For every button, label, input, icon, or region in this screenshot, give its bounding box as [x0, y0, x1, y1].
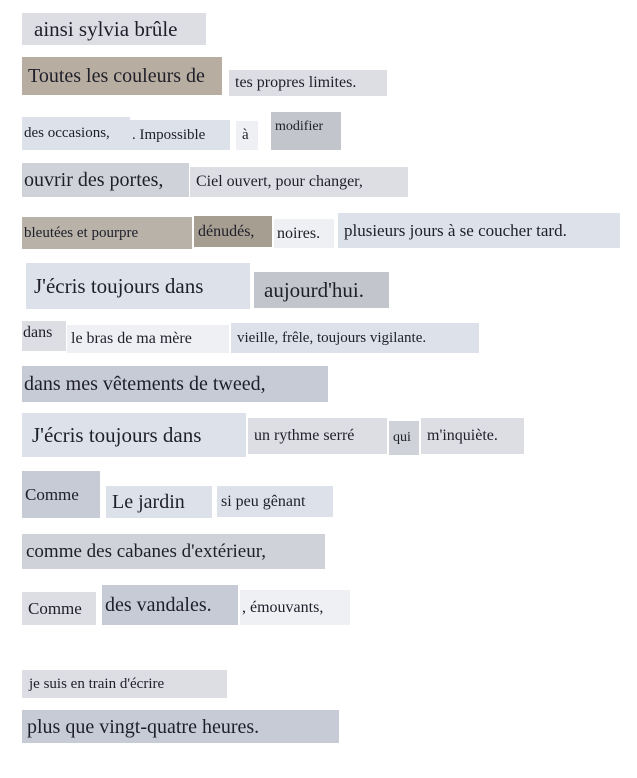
clipping-jecris-toujours-dans-2	[22, 413, 246, 457]
clipping-text: dans mes vêtements de tweed,	[24, 373, 266, 395]
clipping-text: vieille, frêle, toujours vigilante.	[237, 329, 427, 346]
clipping-text: le bras de ma mère	[71, 330, 192, 347]
clipping-jecris-toujours-dans-1	[26, 263, 250, 309]
clipping-des-vandales	[102, 585, 238, 625]
clipping-text: plusieurs jours à se coucher tard.	[344, 221, 567, 240]
clipping-text: Ciel ouvert, pour changer,	[196, 173, 363, 190]
clipping-emouvants	[240, 590, 350, 625]
clipping-text: dans	[23, 324, 53, 341]
clipping-toutes-les-couleurs	[22, 57, 222, 95]
clipping-le-jardin	[106, 486, 212, 518]
clipping-text: m'inquiète.	[427, 427, 498, 444]
clipping-text: plus que vingt-quatre heures.	[27, 715, 260, 738]
clipping-text: ainsi sylvia brûle	[34, 16, 178, 41]
clipping-minquiete	[421, 418, 524, 454]
clipping-text: comme des cabanes d'extérieur,	[26, 541, 267, 562]
clipping-dans	[22, 321, 66, 351]
clipping-le-bras-de-ma-mere	[67, 325, 229, 353]
clipping-impossible	[130, 120, 230, 150]
clipping-text: . Impossible	[132, 126, 206, 143]
clipping-a	[236, 121, 258, 150]
clipping-vieille-frele	[231, 323, 479, 353]
clipping-noires	[274, 219, 334, 248]
clipping-qui	[389, 421, 419, 455]
clipping-ouvrir-des-portes	[22, 163, 189, 197]
clipping-text: tes propres limites.	[235, 74, 357, 91]
clipping-text: aujourd'hui.	[264, 277, 365, 302]
clipping-text: J'écris toujours dans	[32, 422, 202, 447]
clipping-text: Toutes les couleurs de	[28, 65, 205, 87]
clipping-text: bleutées et pourpre	[24, 224, 139, 241]
clipping-bleutees-et-pourpre	[22, 217, 192, 249]
clipping-text: Le jardin	[112, 491, 185, 513]
clipping-text: ouvrir des portes,	[24, 169, 164, 191]
clipping-text: dénudés,	[198, 222, 255, 240]
clipping-text: Comme	[25, 485, 79, 504]
clipping-text: modifier	[275, 119, 324, 134]
clipping-aujourdhui	[254, 272, 389, 308]
clipping-denudes	[194, 216, 272, 247]
clipping-text: si peu gênant	[221, 492, 306, 510]
clipping-propres-limites	[229, 70, 387, 96]
clipping-je-suis-en-train	[22, 670, 227, 698]
clipping-text: je suis en train d'écrire	[29, 675, 165, 692]
clipping-comme-2	[22, 592, 96, 625]
clipping-comme-1	[22, 471, 100, 518]
clipping-text: noires.	[277, 224, 321, 242]
clipping-plusieurs-jours	[338, 213, 620, 248]
clipping-text: J'écris toujours dans	[34, 273, 204, 298]
clipping-text: Comme	[28, 599, 82, 618]
clipping-des-occasions	[22, 117, 130, 150]
clipping-cabanes-dexterieur	[22, 534, 325, 569]
clipping-ciel-ouvert	[190, 167, 408, 197]
clipping-text: des vandales.	[105, 594, 212, 616]
clipping-un-rythme-serre	[248, 418, 387, 454]
clipping-text: à	[242, 127, 249, 143]
clipping-text: un rythme serré	[254, 427, 355, 444]
clipping-modifier	[271, 112, 341, 150]
clipping-vetements-de-tweed	[22, 366, 328, 402]
clipping-vingt-quatre-heures	[22, 710, 339, 743]
clipping-text: des occasions,	[24, 125, 110, 141]
clipping-ainsi-sylvia-brule	[22, 13, 206, 45]
clipping-text: , émouvants,	[242, 598, 324, 616]
clipping-text: qui	[393, 430, 411, 445]
clipping-si-peu-genant	[217, 486, 333, 517]
